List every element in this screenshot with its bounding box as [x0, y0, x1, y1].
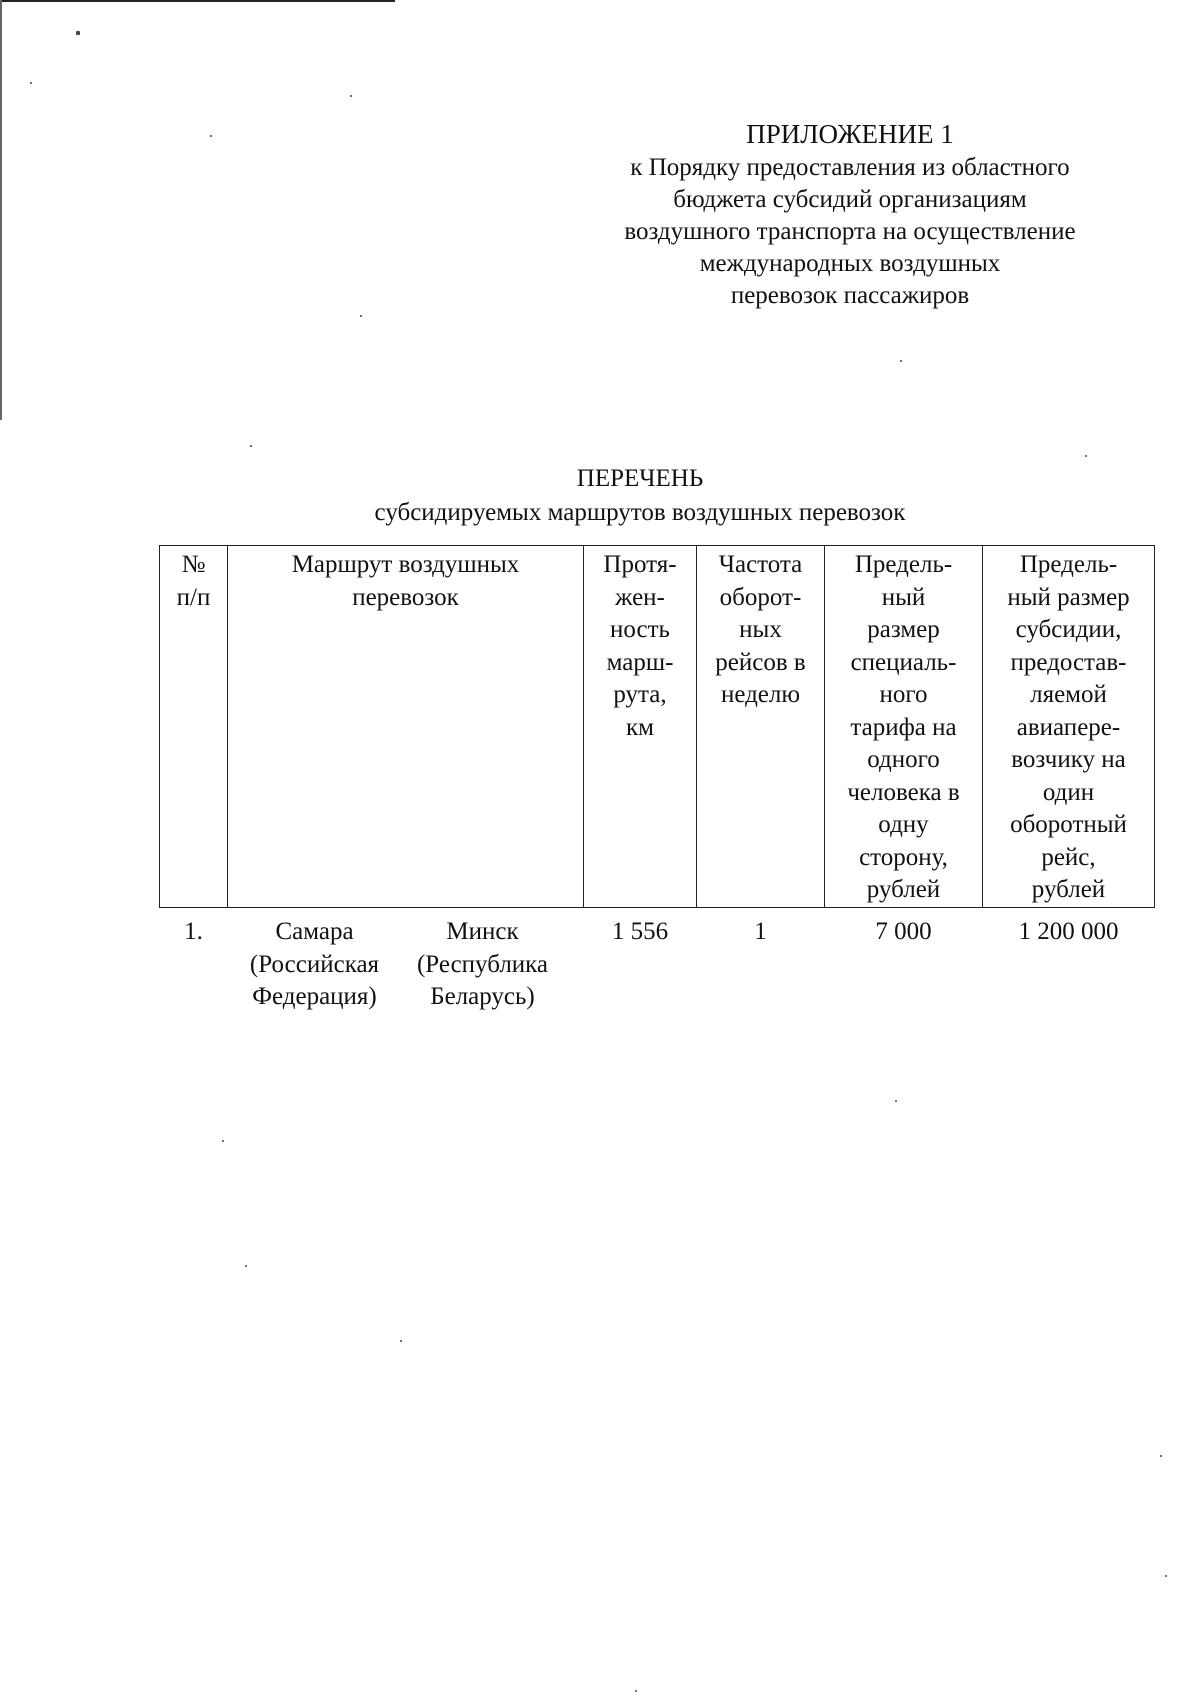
- route-origin-line: (Российская: [249, 950, 380, 978]
- header-line: п/п: [176, 583, 211, 611]
- header-tariff: [825, 546, 983, 908]
- scan-speck: [76, 31, 80, 35]
- header-line: Частота: [718, 551, 803, 578]
- scan-speck: [400, 1340, 402, 1342]
- scan-speck: [900, 360, 902, 362]
- header-line: субсидии,: [1015, 616, 1122, 643]
- header-line: Протя-: [603, 551, 677, 578]
- table-row: [160, 908, 1155, 1018]
- header-distance: [584, 546, 697, 908]
- header-line: оборотный: [1010, 811, 1127, 838]
- route-destination-line: (Республика: [416, 950, 549, 978]
- route-destination: [403, 916, 563, 1014]
- header-line: №: [181, 551, 206, 578]
- header-line: рублей: [866, 876, 941, 903]
- header-line: оборот-: [719, 583, 802, 611]
- header-line: рублей: [1031, 876, 1106, 903]
- header-number: [160, 546, 228, 908]
- header-line: сторону,: [859, 843, 948, 871]
- header-line: предостав-: [1010, 648, 1127, 676]
- header-line: км: [626, 713, 654, 741]
- header-line: ного: [879, 681, 928, 708]
- route-origin-city: Самара: [275, 918, 354, 945]
- scan-speck: [895, 1100, 897, 1102]
- scan-speck: [30, 82, 32, 84]
- appendix-title: ПРИЛОЖЕНИЕ 1: [746, 119, 954, 149]
- cell-tariff: 7 000: [875, 918, 932, 945]
- header-line: одну: [878, 811, 929, 838]
- header-frequency: [697, 546, 825, 908]
- header-line: перевозок: [352, 583, 459, 611]
- header-line: один: [1042, 778, 1095, 806]
- cell-route: [228, 908, 584, 1018]
- header-line: ляемой: [1030, 681, 1107, 708]
- scan-top-rule: [0, 0, 395, 2]
- list-subtitle: субсидируемых маршрутов воздушных перевозок: [374, 499, 906, 526]
- header-line: жен-: [615, 583, 665, 611]
- scan-speck: [350, 95, 352, 97]
- header-line: тарифа на: [850, 713, 957, 741]
- header-line: рейс,: [1041, 843, 1096, 871]
- header-line: возчику на: [1011, 746, 1126, 773]
- header-line: специаль-: [850, 648, 957, 676]
- header-line: ность: [610, 616, 670, 643]
- route-origin-line: Федерация): [252, 983, 377, 1010]
- header-line: одного: [867, 746, 940, 773]
- cell-subsidy: 1 200 000: [1018, 918, 1119, 945]
- header-line: ный размер: [1007, 583, 1130, 611]
- cell-distance: 1 556: [611, 918, 669, 945]
- header-line: размер: [867, 616, 940, 643]
- header-line: Маршрут воздушных: [291, 551, 520, 578]
- scan-speck: [1160, 1455, 1162, 1457]
- scan-speck: [210, 135, 212, 137]
- appendix-line: бюджета субсидий организациям: [673, 186, 1027, 213]
- route-destination-city: Минск: [446, 918, 519, 945]
- header-route: [228, 546, 584, 908]
- scan-speck: [360, 315, 362, 317]
- header-line: авиапере-: [1016, 713, 1121, 741]
- header-line: марш-: [606, 648, 674, 676]
- header-line: Предель-: [854, 551, 953, 578]
- scan-left-edge: [0, 0, 2, 420]
- list-title: ПЕРЕЧЕНЬ: [576, 465, 704, 492]
- appendix-block: [570, 118, 1130, 312]
- appendix-line: к Порядку предоставления из областного: [630, 154, 1070, 181]
- scan-speck: [1165, 1575, 1167, 1577]
- table-header-row: [160, 546, 1155, 908]
- header-line: человека в: [847, 778, 960, 806]
- header-line: рута,: [613, 681, 667, 708]
- scan-speck: [250, 445, 252, 447]
- cell-number: 1.: [184, 918, 203, 945]
- scan-speck: [635, 1690, 637, 1692]
- header-line: неделю: [720, 681, 801, 708]
- header-line: ный: [881, 583, 926, 611]
- appendix-line: воздушного транспорта на осуществление: [624, 218, 1076, 245]
- cell-frequency: 1: [754, 918, 767, 945]
- header-subsidy: [983, 546, 1155, 908]
- header-line: ных: [739, 616, 782, 643]
- scan-speck: [222, 1140, 224, 1142]
- header-line: Предель-: [1019, 551, 1118, 578]
- route-destination-line: Беларусь): [430, 983, 535, 1010]
- routes-table: [159, 545, 1155, 1018]
- appendix-line: международных воздушных: [699, 250, 1001, 277]
- route-origin: [240, 916, 390, 1014]
- appendix-line: перевозок пассажиров: [730, 282, 970, 309]
- header-line: рейсов в: [715, 648, 806, 676]
- scan-speck: [245, 1265, 247, 1267]
- scan-speck: [1085, 455, 1087, 457]
- list-heading: [140, 462, 1140, 530]
